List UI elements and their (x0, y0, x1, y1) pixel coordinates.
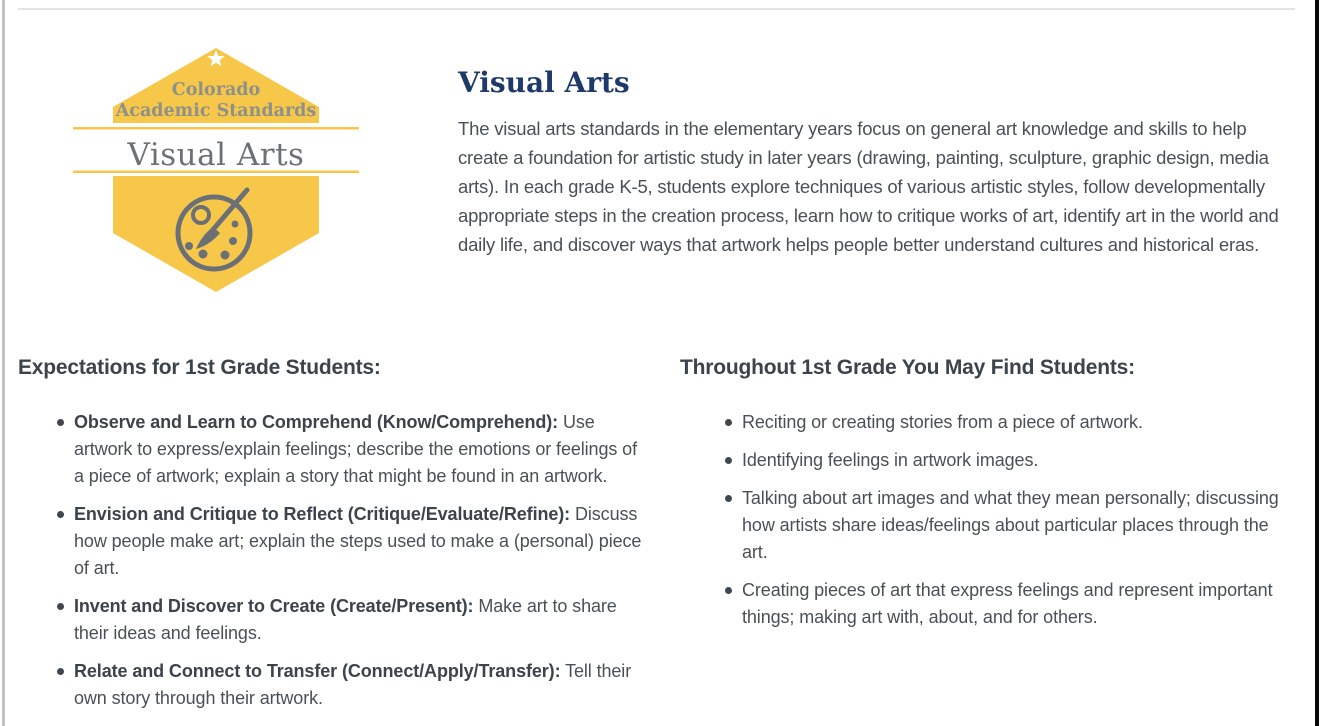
page-top-rule (18, 8, 1295, 10)
badge-org-line2: Academic Standards (115, 101, 317, 121)
badge-org-line1: Colorado (171, 80, 261, 100)
cas-visual-arts-badge (73, 42, 359, 294)
page-description: The visual arts standards in the elementary years focus on general art knowledge and skills to help create a foundation for artistic study in later years (drawing, painting, sculpture, graphic design, media arts). In each grade K-5, students explore techniques of various artistic styles, follow developmentally appropriate steps in the creation process, learn how to critique works of art, identify art in the world and daily life, and discover ways that artwork helps people better understand cultures and historical eras. (458, 118, 1279, 255)
list-item: Invent and Discover to Create (Create/Present): Make art to share their ideas and feelings. (74, 593, 650, 647)
badge-banner-rule-top (73, 127, 359, 130)
list-item: Reciting or creating stories from a piece of artwork. (742, 409, 1294, 436)
list-item: Identifying feelings in artwork images. (742, 447, 1294, 474)
throughout-section (680, 355, 1294, 642)
list-item: Relate and Connect to Transfer (Connect/Apply/Transfer): Tell their own story through their artwork. (74, 658, 650, 712)
badge-graphic (73, 42, 359, 294)
throughout-list (680, 409, 1294, 631)
page-title: Visual Arts (458, 66, 630, 99)
page-left-border (2, 0, 5, 726)
expectations-list (18, 409, 650, 712)
page-right-border (1315, 0, 1319, 726)
list-item: Envision and Critique to Reflect (Critique/Evaluate/Refine): Discuss how people make art; explain the steps used to make a (personal) piece of art. (74, 501, 650, 582)
list-item: Talking about art images and what they mean personally; discussing how artists share ideas/feelings about particular places through the art. (742, 485, 1294, 566)
expectations-heading: Expectations for 1st Grade Students: (18, 356, 381, 379)
list-item: Observe and Learn to Comprehend (Know/Comprehend): Use artwork to express/explain feelings; describe the emotions or feelings of a piece of artwork; explain a story that might be found in an artwork. (74, 409, 650, 490)
badge-subject-label: Visual Arts (127, 137, 305, 173)
list-item: Creating pieces of art that express feelings and represent important things; making art with, about, and for others. (742, 577, 1294, 631)
expectations-section (18, 355, 650, 723)
throughout-heading: Throughout 1st Grade You May Find Students: (680, 356, 1135, 379)
